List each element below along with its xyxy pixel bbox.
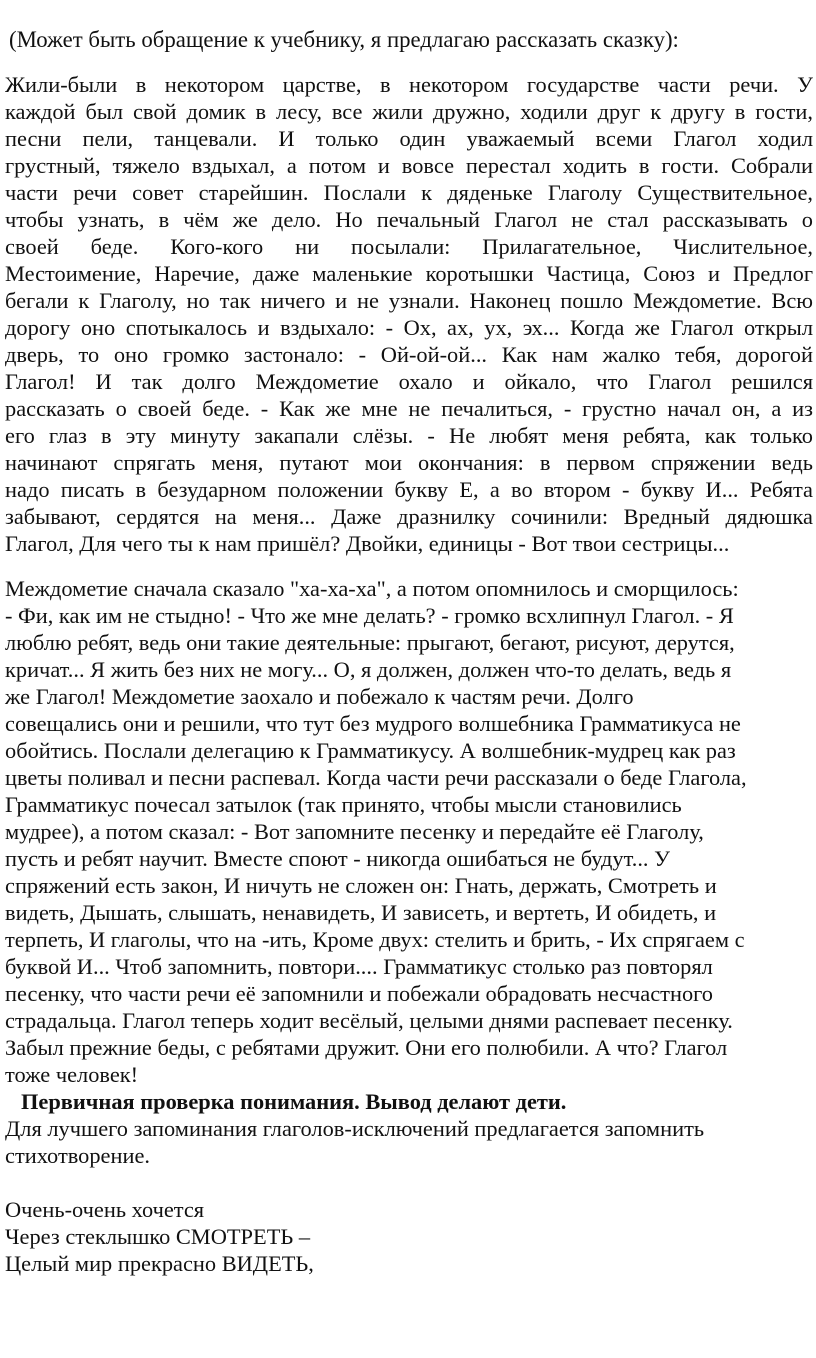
paragraph1-line: Жили-были в некотором царстве, в некотором государстве части речи. У (5, 72, 813, 97)
spacer (5, 557, 813, 575)
paragraph2-line: обойтись. Послали делегацию к Грамматикусу. А волшебник-мудрец как раз (5, 738, 736, 763)
paragraph-story-part-1 (5, 71, 813, 557)
paragraph2-line: страдальца. Глагол теперь ходит весёлый, целыми днями распевает песенку. (5, 1008, 733, 1033)
paragraph1-line: бегали к Глаголу, но так ничего и не узнали. Наконец пошло Междометие. Всю (5, 288, 813, 313)
paragraph1-line: дорогу оно спотыкалось и вздыхало: - Ох, ах, ух, эх... Когда же Глагол открыл (5, 315, 813, 340)
paragraph2-line: песенку, что части речи её запомнили и побежали обрадовать несчастного (5, 981, 713, 1006)
paragraph2-line: люблю ребят, ведь они такие деятельные: прыгают, бегают, рисуют, дерутся, (5, 630, 735, 655)
paragraph1-line: его глаз в эту минуту закапали слёзы. - Не любят меня ребята, как только (5, 423, 813, 448)
poem-line: Целый мир прекрасно ВИДЕТЬ, (5, 1251, 314, 1276)
paragraph1-line: грустный, тяжело вздыхал, а потом и вовсе перестал ходить в гости. Собрали (5, 153, 813, 178)
paragraph2-line: Забыл прежние беды, с ребятами дружит. Они его полюбили. А что? Глагол (5, 1035, 728, 1060)
paragraph-story-part-2 (5, 575, 813, 1088)
document-page (5, 26, 813, 1277)
paragraph1-line: надо писать в безударном положении букву Е, а во втором - букву И... Ребята (5, 477, 813, 502)
paragraph1-line: песни пели, танцевали. И только один уважаемый всеми Глагол ходил (5, 126, 813, 151)
paragraph2-line: буквой И... Чтоб запомнить, повтори.... Грамматикус столько раз повторял (5, 954, 713, 979)
poem (5, 1196, 813, 1277)
paragraph2-line: совещались они и решили, что тут без мудрого волшебника Грамматикуса не (5, 711, 741, 736)
paragraph1-line: рассказать о своей беде. - Как же мне не печалиться, - грустно начал он, а из (5, 396, 813, 421)
paragraph2-line: терпеть, И глаголы, что на -ить, Кроме двух: стелить и брить, - Их спрягаем с (5, 927, 745, 952)
document-header: (Может быть обращение к учебнику, я предлагаю рассказать сказку): (9, 27, 679, 52)
paragraph2-line: пусть и ребят научит. Вместе споют - никогда ошибаться не будут... У (5, 846, 670, 871)
paragraph2-line: - Фи, как им не стыдно! - Что же мне делать? - громко всхлипнул Глагол. - Я (5, 603, 734, 628)
paragraph1-line: дверь, то оно громко застонало: - Ой-ой-ой... Как нам жалко тебя, дорогой (5, 342, 813, 367)
paragraph1-line: Глагол, Для чего ты к нам пришёл? Двойки, единицы - Вот твои сестрицы... (5, 531, 730, 556)
paragraph1-line: каждой был свой домик в лесу, все жили дружно, ходили друг к другу в гости, (5, 99, 813, 124)
paragraph1-line: чтобы узнать, в чём же дело. Но печальный Глагол не стал рассказывать о (5, 207, 813, 232)
paragraph3-line: стихотворение. (5, 1143, 150, 1168)
paragraph2-line: цветы поливал и песни распевал. Когда части речи рассказали о беде Глагола, (5, 765, 747, 790)
paragraph1-line: Глагол! И так долго Междометие охало и ойкало, что Глагол решился (5, 369, 813, 394)
paragraph-instruction (5, 1115, 813, 1169)
poem-line: Через стеклышко СМОТРЕТЬ – (5, 1224, 311, 1249)
paragraph3-line: Для лучшего запоминания глаголов-исключений предлагается запомнить (5, 1116, 705, 1141)
paragraph2-line: Грамматикус почесал затылок (так принято, чтобы мысли становились (5, 792, 682, 817)
paragraph2-line: Междометие сначала сказало "ха-ха-ха", а потом опомнилось и сморщилось: (5, 576, 739, 601)
paragraph1-line: забывают, сердятся на меня... Даже дразнилку сочинили: Вредный дядюшка (5, 504, 813, 529)
paragraph1-line: своей беде. Кого-кого ни посылали: Прилагательное, Числительное, (5, 234, 813, 259)
paragraph2-line: мудрее), а потом сказал: - Вот запомните песенку и передайте её Глаголу, (5, 819, 704, 844)
poem-line: Очень-очень хочется (5, 1197, 205, 1222)
paragraph2-line: же Глагол! Междометие заохало и побежало к частям речи. Долго (5, 684, 634, 709)
paragraph1-line: начинают спрягать меня, путают мои окончания: в первом спряжении ведь (5, 450, 813, 475)
spacer (5, 53, 813, 71)
section-heading: Первичная проверка понимания. Вывод делают дети. (21, 1089, 567, 1114)
paragraph2-line: тоже человек! (5, 1062, 139, 1087)
paragraph2-line: видеть, Дышать, слышать, ненавидеть, И зависеть, и вертеть, И обидеть, и (5, 900, 717, 925)
paragraph2-line: кричат... Я жить без них не могу... О, я должен, должен что-то делать, ведь я (5, 657, 732, 682)
paragraph2-line: спряжений есть закон, И ничуть не сложен он: Гнать, держать, Смотреть и (5, 873, 717, 898)
paragraph1-line: части речи совет старейшин. Послали к дяденьке Глаголу Существительное, (5, 180, 813, 205)
paragraph1-line: Местоимение, Наречие, даже маленькие коротышки Частица, Союз и Предлог (5, 261, 813, 286)
spacer (5, 1169, 813, 1196)
